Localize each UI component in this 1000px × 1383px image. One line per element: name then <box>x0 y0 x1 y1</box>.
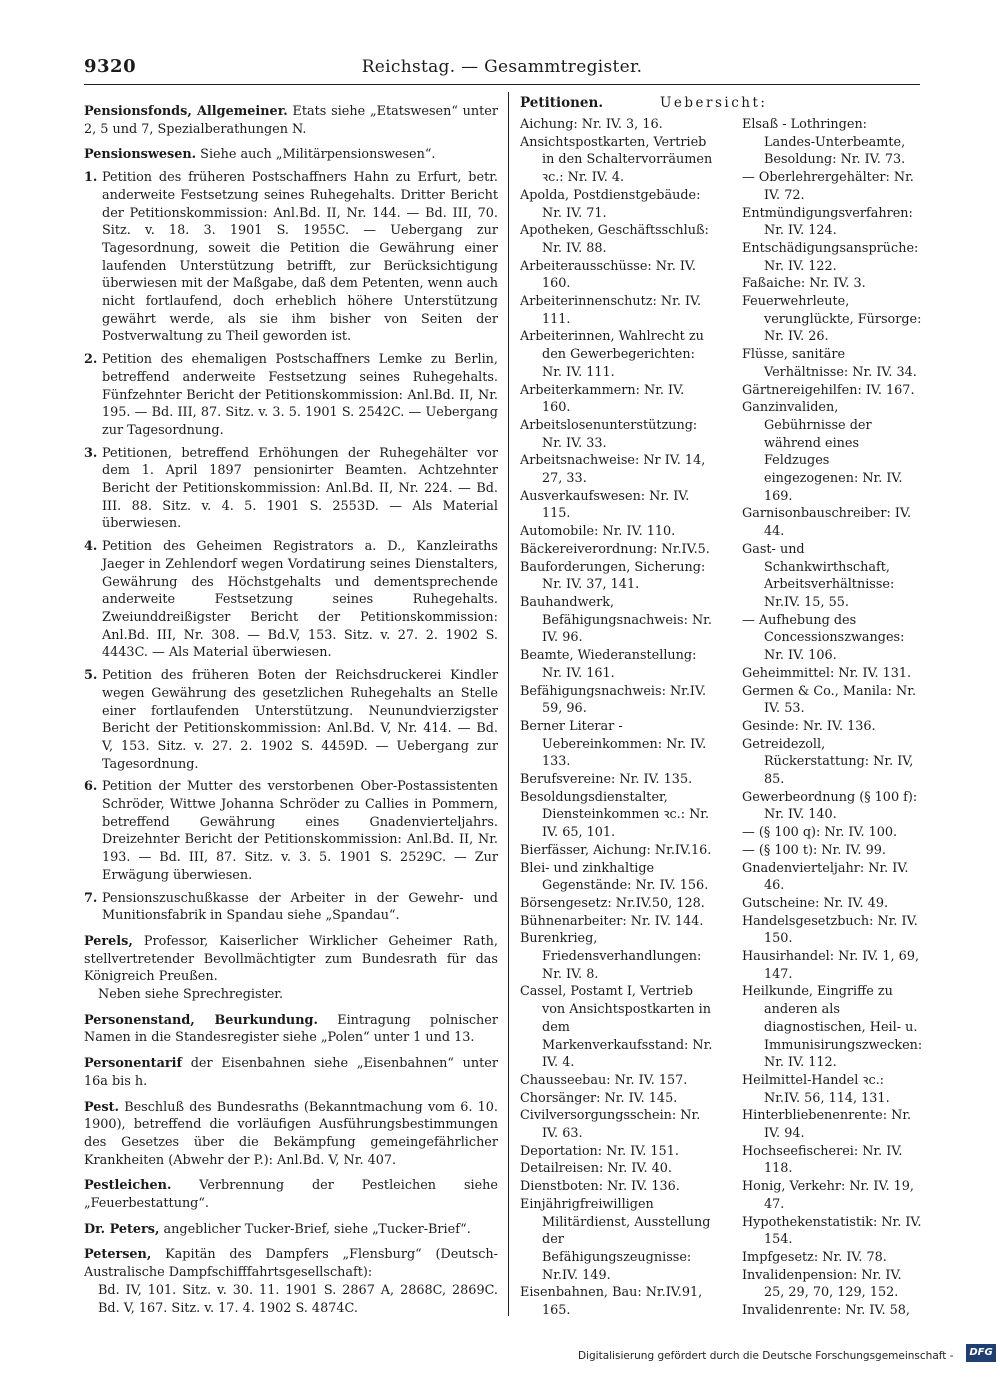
overview-item: Arbeitslosenunterstützung: Nr. IV. 33. <box>520 417 698 451</box>
entry-text: der Eisenbahnen siehe „Eisenbahnen“ unter 16a bis h. <box>84 1056 498 1089</box>
overview-item: Detailreisen: Nr. IV. 40. <box>520 1161 672 1177</box>
subentry <box>84 890 498 925</box>
entry-headword: Pensionsfonds, Allgemeiner. <box>84 104 288 119</box>
entry-text: Beschluß des Bundesraths (Bekanntmachung vom 6. 10. 1900), betreffend die vorläufigen Ausführungsbestimmungen des Gesetzes über die Bekämpfung gemeingefährlicher Krankheiten (Abwehr der P.): Anl.Bd. V, Nr. 407. <box>84 1099 498 1168</box>
overview-item: — Oberlehrergehälter: Nr. IV. 72. <box>742 170 914 203</box>
overview-item: Arbeiterinnenschutz: Nr. IV. 111. <box>520 294 702 327</box>
subentry-number: 7. <box>84 890 98 906</box>
entry-text: Eintragung polnischer Namen in die Standesregister siehe „Polen“ unter 1 und 13. <box>84 1012 498 1046</box>
overview-item: Beamte, Wiederanstellung: Nr. IV. 161. <box>520 648 697 681</box>
overview-item: Faßaiche: Nr. IV. 3. <box>742 276 866 292</box>
entry-headword: Pensionswesen. <box>84 147 197 163</box>
overview-item: Automobile: Nr. IV. 110. <box>520 524 676 540</box>
overview-item: Deportation: Nr. IV. 151. <box>520 1143 679 1159</box>
overview-item: Invalidenrente: Nr. IV. 58, <box>742 1303 910 1317</box>
entry-text: Verbrennung der Pestleichen siehe „Feuerbestattung“. <box>84 1178 498 1212</box>
entry-note: Bd. IV, 101. Sitz. v. 30. 11. 1901 S. 2867 A, 2868C, 2869C. Bd. V, 167. Sitz. v. 17. 4. 1902 S. 4874C. <box>98 1282 498 1316</box>
overview-item: Arbeiterinnen, Wahlrecht zu den Gewerbegerichten: Nr. IV. 111. <box>520 329 704 380</box>
page-header <box>84 56 920 86</box>
overview-item: Getreidezoll, Rückerstattung: Nr. IV, 85. <box>742 736 914 788</box>
overview-item: Flüsse, sanitäre Verhältnisse: Nr. IV. 34. <box>742 347 917 380</box>
entry-headword: Pest. <box>84 1099 119 1115</box>
overview-item: Garnisonbauschreiber: IV. 44. <box>742 506 912 540</box>
overview-item: Invalidenpension: Nr. IV. 25, 29, 70, 129, 152. <box>742 1267 902 1301</box>
entry-text: Professor, Kaiserlicher Wirklicher Geheimer Rath, stellvertretender Bevollmächtigter zum Bundesrath für das Königreich Preußen. <box>84 933 498 985</box>
subentry <box>84 445 498 534</box>
entry-text: Kapitän des Dampfers „Flensburg“ (Deutsch-Australische Dampfschifffahrtsgesellschaft): <box>84 1247 498 1281</box>
overview-item: Apolda, Postdienstgebäude: Nr. IV. 71. <box>520 187 701 221</box>
overview-item: Arbeiterkammern: Nr. IV. 160. <box>520 382 685 416</box>
overview-item: Honig, Verkehr: Nr. IV. 19, 47. <box>742 1179 914 1212</box>
subentry <box>84 667 498 773</box>
overview-item: Feuerwehrleute, verunglückte, Fürsorge: Nr. IV. 26. <box>742 294 922 345</box>
overview-item: — Aufhebung des Concessionszwanges: Nr. IV. 106. <box>742 612 905 664</box>
overview-item: Bauhandwerk, Befähigungsnachweis: Nr. IV. 96. <box>520 594 712 646</box>
subentry-text: Petition des ehemaligen Postschaffners Lemke zu Berlin, betreffend anderweite Festsetzung seines Ruhegehalts. Fünfzehnter Bericht der Petitionskommission: Anl.Bd. II, Nr. 195. — Bd. III, 87. Sitz. v. 3. 5. 1901 S. 2542C. — Uebergang zur Tagesordnung. <box>102 352 498 438</box>
overview-item: Gärtnereigehilfen: IV. 167. <box>742 382 915 398</box>
subentry <box>84 538 498 662</box>
overview-item: Berufsvereine: Nr. IV. 135. <box>520 772 693 788</box>
subentry-number: 6. <box>84 779 98 795</box>
subentry-text: Petition des Geheimen Registrators a. D., Kanzleiraths Jaeger in Zehlendorf wegen Vordatirung seines Dienstalters, Gewährung des Höchstgehalts und dementsprechende anderweite Festsetzung seines Ruhegehalts. Zweiunddreißigster Bericht der Petitionskommission: Anl.Bd. III, Nr. 308. — Bd.V, 153. Sitz. v. 27. 2. 1902 S. 4443C. — Als Material überwiesen. <box>102 539 498 661</box>
subentry-number: 3. <box>84 445 98 461</box>
subentry-number: 5. <box>84 668 98 684</box>
subentry-number: 2. <box>84 352 98 368</box>
subentry-text: Petition der Mutter des verstorbenen Ober-Postassistenten Schröder, Wittwe Johanna Schröder zu Callies in Pommern, betreffend Gewährung eines Gnadenvierteljahrs. Dreizehnter Bericht der Petitionskommission: Anl.Bd. II, Nr. 193. — Bd. III, 87. Sitz. v. 3. 5. 1901 S. 2529C. — Zur Erwägung überwiesen. <box>102 779 498 883</box>
overview-item: Befähigungsnachweis: Nr.IV. 59, 96. <box>520 683 707 717</box>
overview-item: Chorsänger: Nr. IV. 145. <box>520 1090 678 1106</box>
subentry-text: Petition des früheren Postschaffners Hahn zu Erfurt, betr. anderweite Festsetzung seines Ruhegehalts. Dritter Bericht der Petitionskommission: Anl.Bd. II, Nr. 144. — Bd. III, 70. Sitz. v. 18. 3. 1901 S. 1955C. — Uebergang zur Tagesordnung, soweit die Petition die Gewährung einer laufenden Unterstützung betrifft, zur Berücksichtigung überwiesen mit der Maßgabe, daß dem Petenten, wenn auch nicht fortlaufend, doch erheblich höhere Unterstützung gewährt werde, als sie ihm bisher von Seiten der Postverwaltung zu Theil geworden ist. <box>102 170 498 345</box>
overview-item: Cassel, Postamt I, Vertrieb von Ansichtspostkarten in dem Markenverkaufsstand: Nr. IV. 4. <box>520 984 713 1071</box>
overview-item: Bauforderungen, Sicherung: Nr. IV. 37, 141. <box>520 559 706 593</box>
overview-item: Ansichtspostkarten, Vertrieb in den Schaltervorräumen ꝛc.: Nr. IV. 4. <box>520 134 713 186</box>
left-column <box>84 95 498 1317</box>
overview-item: Arbeiterausschüsse: Nr. IV. 160. <box>520 258 696 292</box>
index-entry <box>84 1246 498 1317</box>
overview-list-a <box>520 116 716 1317</box>
overview-item: — (§ 100 t): Nr. IV. 99. <box>742 842 886 858</box>
index-entry <box>84 1221 498 1239</box>
index-entry <box>84 1055 498 1090</box>
overview-item: Germen & Co., Manila: Nr. IV. 53. <box>742 683 917 717</box>
subentry-text: Petition des früheren Boten der Reichsdruckerei Kindler wegen Gewährung des gesetzlichen Ruhegehalts an Stelle einer fortlaufenden Unterstützung. Neunundvierzigster Bericht der Petitionskommission: Anl.Bd. V, Nr. 414. — Bd. V, 153. Sitz. v. 27. 2. 1902 S. 4459D. — Uebergang zur Tagesordnung. <box>102 668 498 772</box>
overview-item: — (§ 100 q): Nr. IV. 100. <box>742 825 898 841</box>
index-entry <box>84 146 498 164</box>
entry-headword: Perels, <box>84 933 133 949</box>
overview-item: Elsaß - Lothringen: Landes-Unterbeamte, Besoldung: Nr. IV. 73. <box>742 117 906 168</box>
overview-item: Heilkunde, Eingriffe zu anderen als diagnostischen, Heil- u. Immunisirungszwecken: Nr. IV. 112. <box>742 984 922 1071</box>
overview-item: Gesinde: Nr. IV. 136. <box>742 718 876 734</box>
overview-item: Hinterbliebenenrente: Nr. IV. 94. <box>742 1108 912 1142</box>
overview-item: Heilmittel-Handel ꝛc.: Nr.IV. 56, 114, 131. <box>742 1072 890 1106</box>
petitionen-heading-row <box>520 95 922 115</box>
overview-item: Gnadenvierteljahr: Nr. IV. 46. <box>742 860 909 894</box>
header-rule <box>84 84 920 85</box>
overview-item: Bühnenarbeiter: Nr. IV. 144. <box>520 913 704 929</box>
overview-item: Berner Literar - Uebereinkommen: Nr. IV. 133. <box>520 718 707 770</box>
overview-item: Burenkrieg, Friedensverhandlungen: Nr. IV. 8. <box>520 931 702 982</box>
overview-item: Ausverkaufswesen: Nr. IV. 115. <box>520 488 690 522</box>
running-head: Reichstag. — Gesammtregister. <box>361 57 643 77</box>
overview-item: Arbeitsnachweise: Nr IV. 14, 27, 33. <box>520 453 706 487</box>
overview-item: Börsengesetz: Nr.IV.50, 128. <box>520 895 705 911</box>
entry-text: Siehe auch „Militärpensionswesen“. <box>196 147 436 163</box>
subentry-text: Pensionszuschußkasse der Arbeiter in der Gewehr- und Munitionsfabrik in Spandau siehe „Spandau“. <box>102 890 498 924</box>
page-number: 9320 <box>84 56 137 77</box>
overview-item: Blei- und zinkhaltige Gegenstände: Nr. IV. 156. <box>520 860 709 894</box>
footer-credit: Digitalisierung gefördert durch die Deutsche Forschungsgemeinschaft - <box>578 1350 954 1362</box>
subentry <box>84 778 498 884</box>
overview-item: Entschädigungsansprüche: Nr. IV. 122. <box>742 240 919 274</box>
subentry-text: Petitionen, betreffend Erhöhungen der Ruhegehälter vor dem 1. April 1897 pensionirter Beamten. Achtzehnter Bericht der Petitionskommission: Anl.Bd. II, Nr. 224. — Bd. III. 88. Sitz. v. 4. 5. 1901 S. 2553D. — Als Material überwiesen. <box>102 445 498 532</box>
subentry-number: 4. <box>84 539 98 555</box>
overview-item: Dienstboten: Nr. IV. 136. <box>520 1179 680 1195</box>
entry-text: angeblicher Tucker-Brief, siehe „Tucker-Brief“. <box>159 1221 471 1237</box>
subentry-number: 1. <box>84 170 98 186</box>
overview-item: Impfgesetz: Nr. IV. 78. <box>742 1250 887 1265</box>
index-entry <box>84 103 498 138</box>
overview-item: Hochseefischerei: Nr. IV. 118. <box>742 1143 903 1177</box>
index-entry <box>84 1177 498 1212</box>
overview-item: Geheimmittel: Nr. IV. 131. <box>742 665 912 681</box>
subentry <box>84 169 498 346</box>
overview-item: Gutscheine: Nr. IV. 49. <box>742 895 889 911</box>
overview-item: Bierfässer, Aichung: Nr.IV.16. <box>520 842 712 858</box>
overview-item: Entmündigungsverfahren: Nr. IV. 124. <box>742 205 913 239</box>
entry-headword: Dr. Peters, <box>84 1221 160 1237</box>
dfg-logo: DFG <box>966 1344 996 1362</box>
overview-subheading: Uebersicht: <box>660 95 768 111</box>
subentry <box>84 351 498 440</box>
overview-item: Gewerbeordnung (§ 100 f): Nr. IV. 140. <box>742 789 918 823</box>
entry-note: Neben siehe Sprechregister. <box>98 987 284 1003</box>
overview-item: Civilversorgungsschein: Nr. IV. 63. <box>520 1108 701 1142</box>
entry-text: Etats siehe „Etatswesen“ unter 2, 5 und 7, Spezialberathungen N. <box>84 104 498 137</box>
overview-item: Besoldungsdienstalter, Diensteinkommen ꝛc.: Nr. IV. 65, 101. <box>520 789 710 841</box>
overview-item: Einjährigfreiwilligen Militärdienst, Ausstellung der Befähigungszeugnisse: Nr.IV. 149. <box>520 1196 711 1283</box>
overview-item: Gast- und Schankwirthschaft, Arbeitsverhältnisse: Nr.IV. 15, 55. <box>742 541 895 610</box>
entry-headword: Petersen, <box>84 1247 152 1263</box>
overview-item: Aichung: Nr. IV. 3, 16. <box>520 117 663 132</box>
index-entry <box>84 1012 498 1047</box>
overview-item: Apotheken, Geschäftsschluß: Nr. IV. 88. <box>520 223 709 256</box>
overview-item: Hausirhandel: Nr. IV. 1, 69, 147. <box>742 949 920 982</box>
petitionen-heading: Petitionen. <box>520 95 604 111</box>
entry-headword: Personentarif <box>84 1056 182 1072</box>
index-entry <box>84 933 498 1004</box>
column-divider <box>508 92 509 1316</box>
overview-list-b <box>742 116 922 1317</box>
entry-headword: Pestleichen. <box>84 1178 172 1194</box>
overview-item: Handelsgesetzbuch: Nr. IV. 150. <box>742 913 918 947</box>
overview-item: Bäckereiverordnung: Nr.IV.5. <box>520 541 710 557</box>
index-entry <box>84 1099 498 1170</box>
entry-headword: Personenstand, Beurkundung. <box>84 1012 318 1028</box>
overview-item: Hypothekenstatistik: Nr. IV. 154. <box>742 1214 922 1248</box>
overview-item: Chausseebau: Nr. IV. 157. <box>520 1072 688 1088</box>
right-column <box>520 95 922 1317</box>
overview-item: Eisenbahnen, Bau: Nr.IV.91, 165. <box>520 1285 703 1317</box>
overview-lists <box>520 116 922 1316</box>
overview-item: Ganzinvaliden, Gebührnisse der während eines Feldzuges eingezogenen: Nr. IV. 169. <box>742 400 903 504</box>
